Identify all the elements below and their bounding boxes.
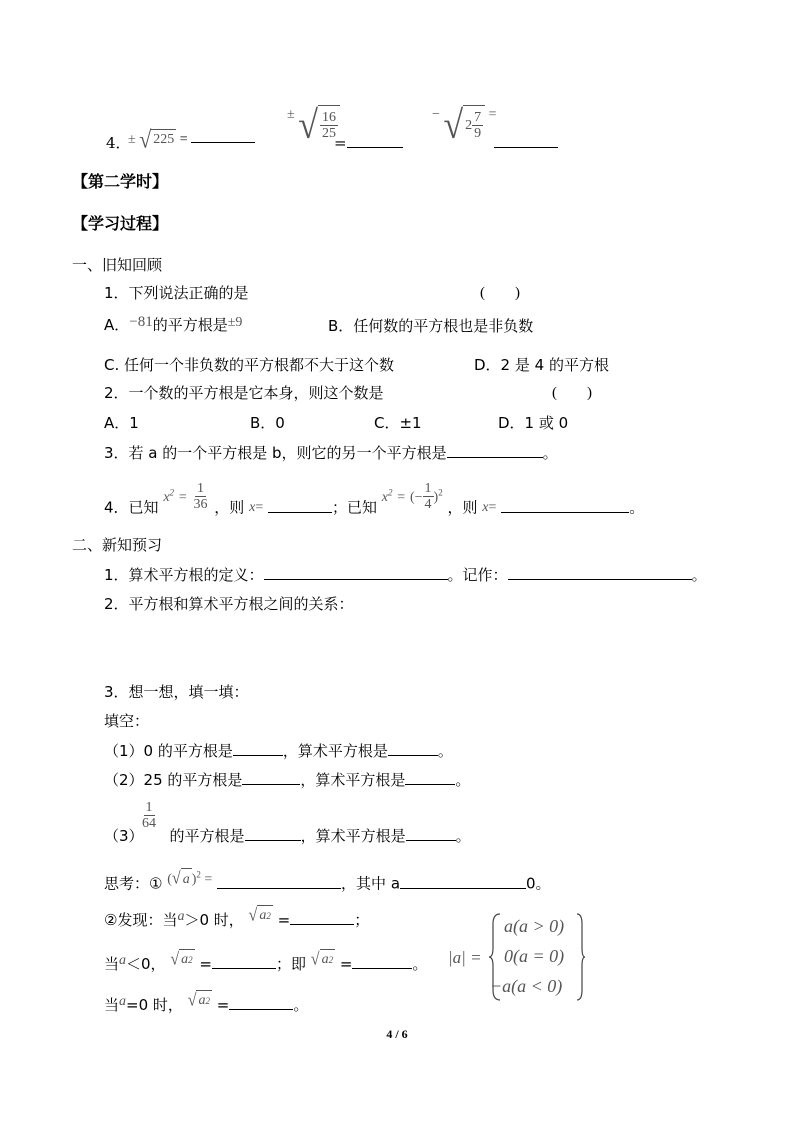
think-line: 思考：① ( √ a )$^2$ = ，其中 a 0。 xyxy=(104,869,551,893)
review-q3: 3．若 a 的一个平方根是 b，则它的另一个平方根是 。 xyxy=(104,444,558,462)
review-q1-option-b: B．任何数的平方根也是非负数 xyxy=(328,317,534,335)
find-zero: 当a=0 时， √ a 2 = 。 xyxy=(104,990,309,1014)
review-title: 一、旧知回顾 xyxy=(72,256,163,274)
answer-blank[interactable] xyxy=(406,826,456,841)
review-q1-option-a: A．−81的平方根是±9 xyxy=(104,314,243,334)
abs-case-positive: a(a > 0) xyxy=(504,916,565,936)
answer-blank[interactable] xyxy=(212,954,276,969)
question-number: 4． xyxy=(106,134,131,152)
fill-item-1: （1）0 的平方根是 ，算术平方根是 。 xyxy=(104,742,453,760)
fill-item-2: （2）25 的平方根是 ，算术平方根是 。 xyxy=(104,771,471,789)
answer-blank[interactable] xyxy=(400,874,526,889)
answer-blank[interactable] xyxy=(233,741,283,756)
answer-blank[interactable] xyxy=(191,128,255,143)
fraction: $\frac{16}{25}$ xyxy=(321,110,336,141)
answer-blank[interactable] xyxy=(245,826,301,841)
preview-q2: 2．平方根和算术平方根之间的关系： xyxy=(104,595,354,613)
sqrt-symbol: √ 2 $\frac{7}{9}$ xyxy=(443,105,485,145)
sqrt-symbol: √ a 2 xyxy=(249,905,273,927)
top-row xyxy=(106,133,131,153)
sqrt-16-25-expr: ± √ $\frac{16}{25}$ xyxy=(287,105,340,145)
answer-blank[interactable] xyxy=(217,874,341,889)
answer-blank[interactable] xyxy=(268,498,332,513)
review-q1-option-d: D．2 是 4 的平方根 xyxy=(474,356,609,374)
answer-blank[interactable] xyxy=(405,770,455,785)
answer-blank[interactable] xyxy=(347,133,403,148)
process-heading: 【学习过程】 xyxy=(72,214,169,233)
review-q2-option-a: A．1 xyxy=(104,414,139,432)
absolute-value-definition xyxy=(448,912,588,1004)
fraction: $\frac{7}{9}$ xyxy=(474,110,482,141)
answer-blank[interactable] xyxy=(352,954,412,969)
preview-q3: 3．想一想，填一填： xyxy=(104,683,249,701)
answer-blank[interactable] xyxy=(229,995,293,1010)
review-q1-option-c: C. 任何一个非负数的平方根都不大于这个数 xyxy=(104,356,395,374)
sqrt-symbol: √ a 2 xyxy=(311,949,335,971)
sqrt-2-7-9-expr: − √ 2 $\frac{7}{9}$ = xyxy=(432,103,497,147)
sqrt-225-expr: ± √ 225 = xyxy=(128,128,255,151)
abs-case-negative: −a(a < 0) xyxy=(490,976,563,996)
answer-blank[interactable] xyxy=(447,443,543,458)
preview-q1: 1．算术平方根的定义： 。记作： 。 xyxy=(104,566,707,584)
sqrt-symbol: √ a 2 xyxy=(170,949,194,971)
sqrt-16-25-blank: = xyxy=(334,133,403,153)
sqrt-symbol: √ a 2 xyxy=(188,990,212,1012)
fraction: $\frac{1}{64}$ xyxy=(142,800,156,831)
answer-blank[interactable] xyxy=(508,565,692,580)
answer-blank[interactable] xyxy=(242,770,300,785)
page-number: 4 / 6 xyxy=(386,1027,408,1041)
review-q1: 1．下列说法正确的是 xyxy=(104,284,249,302)
lesson-heading: 【第二学时】 xyxy=(72,172,169,191)
sqrt-symbol: √ 225 xyxy=(139,125,175,153)
answer-blank[interactable] xyxy=(388,741,438,756)
abs-lhs: |a| = xyxy=(448,948,482,967)
answer-blank[interactable] xyxy=(264,565,448,580)
fill-title: 填空： xyxy=(104,712,150,730)
fraction: $\frac{1}{4}$ xyxy=(424,480,432,512)
answer-blank[interactable] xyxy=(501,498,629,513)
sqrt-2-7-9-blank xyxy=(494,133,558,153)
fill-item-3: （3） 的平方根是 ，算术平方根是 。 xyxy=(104,827,471,845)
preview-title: 二、新知预习 xyxy=(72,536,163,554)
answer-blank[interactable] xyxy=(290,910,354,925)
find-negative: 当a＜0， √ a 2 = ；即 √ a 2 = 。 xyxy=(104,949,428,973)
review-q2-option-d: D．1 或 0 xyxy=(498,414,569,432)
review-q2-option-c: C．±1 xyxy=(374,414,422,432)
review-q2-paren: ( ) xyxy=(552,385,592,401)
answer-blank[interactable] xyxy=(494,133,558,148)
sqrt-symbol: √ $\frac{16}{25}$ xyxy=(298,105,340,145)
review-q4: 4．已知 $x^2$ = $\frac{1}{36}$ ，则 x= ；已知 $x^2$ = (− $\frac{1}{4}$ )$^2$ ，则 x= 。 xyxy=(104,480,645,517)
find-positive: ②发现：当a＞0 时， √ a 2 = ； xyxy=(104,905,370,929)
abs-case-zero: 0(a = 0) xyxy=(504,946,565,966)
right-brace-icon xyxy=(576,912,586,1002)
sqrt-symbol: √ a xyxy=(172,868,192,890)
review-q2: 2．一个数的平方根是它本身，则这个数是 xyxy=(104,384,384,402)
review-q2-option-b: B．0 xyxy=(250,414,285,432)
fraction: $\frac{1}{36}$ xyxy=(193,480,208,512)
review-q1-paren: ( ) xyxy=(480,285,520,301)
